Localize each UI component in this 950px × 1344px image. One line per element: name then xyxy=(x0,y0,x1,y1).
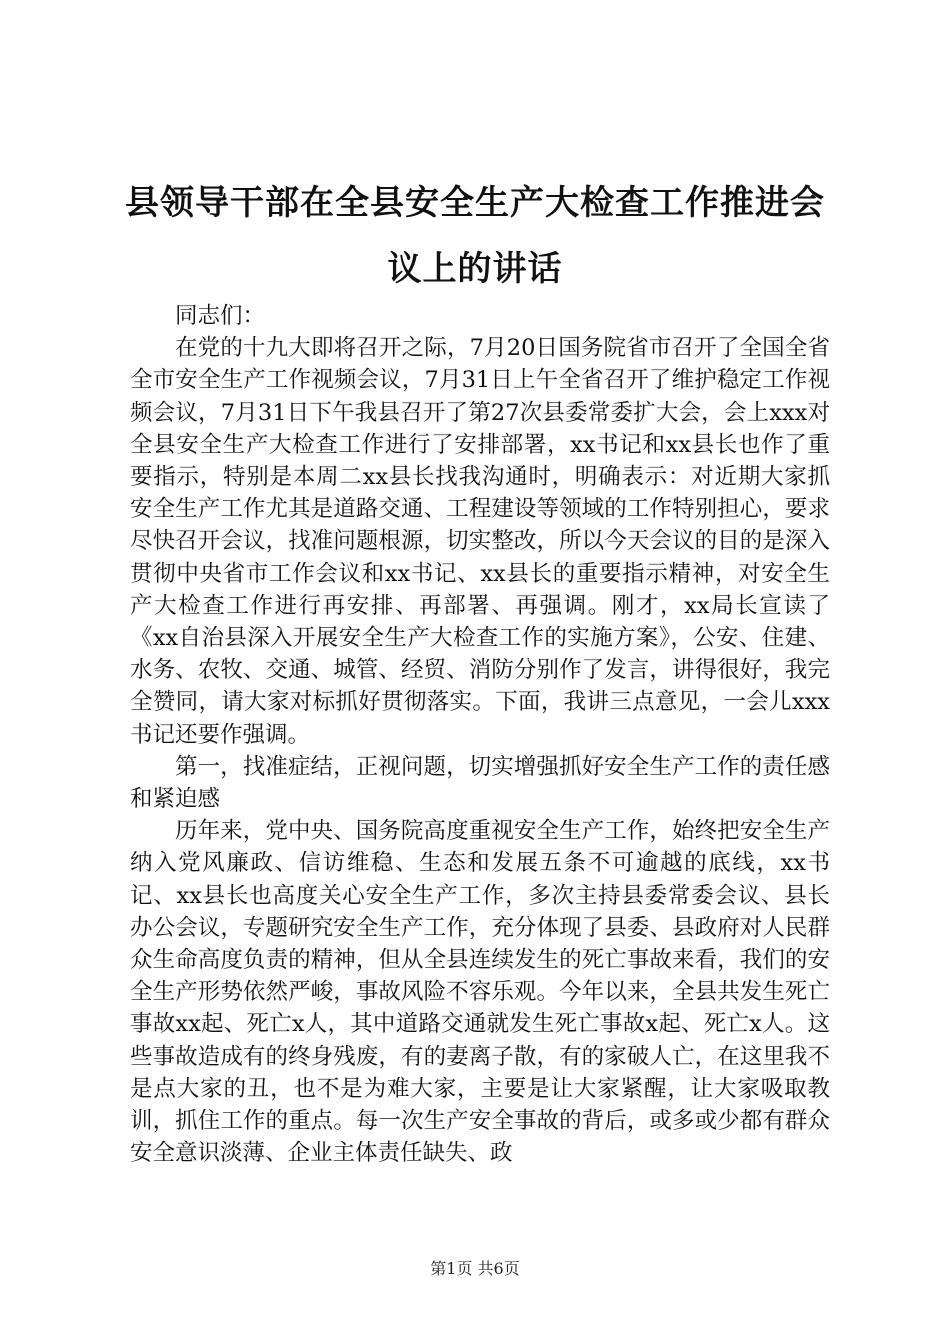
paragraph: 历年来，党中央、国务院高度重视安全生产工作，始终把安全生产纳入党风廉政、信访维稳、生态和发展五条不可逾越的底线，xx书记、xx县长也高度关心安全生产工作，多次主持县委常委会议、县长办公会议，专题研究安全生产工作，充分体现了县委、县政府对人民群众生命高度负责的精神，但从全县连续发生的死亡事故来看，我们的安全生产形势依然严峻，事故风险不容乐观。今年以来，全县共发生死亡事故xx起、死亡x人，其中道路交通就发生死亡事故x起、死亡x人。这些事故造成有的终身残废，有的妻离子散，有的家破人亡，在这里我不是点大家的丑，也不是为难大家，主要是让大家紧醒，让大家吸取教训，抓住工作的重点。每一次生产安全事故的背后，或多或少都有群众安全意识淡薄、企业主体责任缺失、政 xyxy=(130,818,830,1167)
document-title xyxy=(110,170,840,302)
salutation: 同志们： xyxy=(175,303,266,329)
document-body xyxy=(130,300,830,1169)
title-line-2: 议上的讲话 xyxy=(387,249,563,289)
paragraph: 在党的十九大即将召开之际，7月20日国务院省市召开了全国全省全市安全生产工作视频会议，7月31日上午全省召开了维护稳定工作视频会议，7月31日下午我县召开了第27次县委常委扩大会，会上xxx对全县安全生产大检查工作进行了安排部署，xx书记和xx县长也作了重要指示，特别是本周二xx县长找我沟通时，明确表示：对近期大家抓安全生产工作尤其是道路交通、工程建设等领域的工作特别担心，要求尽快召开会议，找准问题根源，切实整改，所以今天会议的目的是深入贯彻中央省市工作会议和xx书记、xx县长的重要指示精神，对安全生产大检查工作进行再安排、再部署、再强调。刚才，xx局长宣读了《xx自治县深入开展安全生产大检查工作的实施方案》，公安、住建、水务、农牧、交通、城管、经贸、消防分别作了发言，讲得很好，我完全赞同，请大家对标抓好贯彻落实。下面，我讲三点意见，一会儿xxx书记还要作强调。 xyxy=(130,335,830,748)
page-footer: 第1页 共6页 xyxy=(430,1259,520,1278)
section-heading: 第一，找准症结，正视问题，切实增强抓好安全生产工作的责任感和紧迫感 xyxy=(130,753,830,813)
title-line-1: 县领导干部在全县安全生产大检查工作推进会 xyxy=(125,183,825,223)
